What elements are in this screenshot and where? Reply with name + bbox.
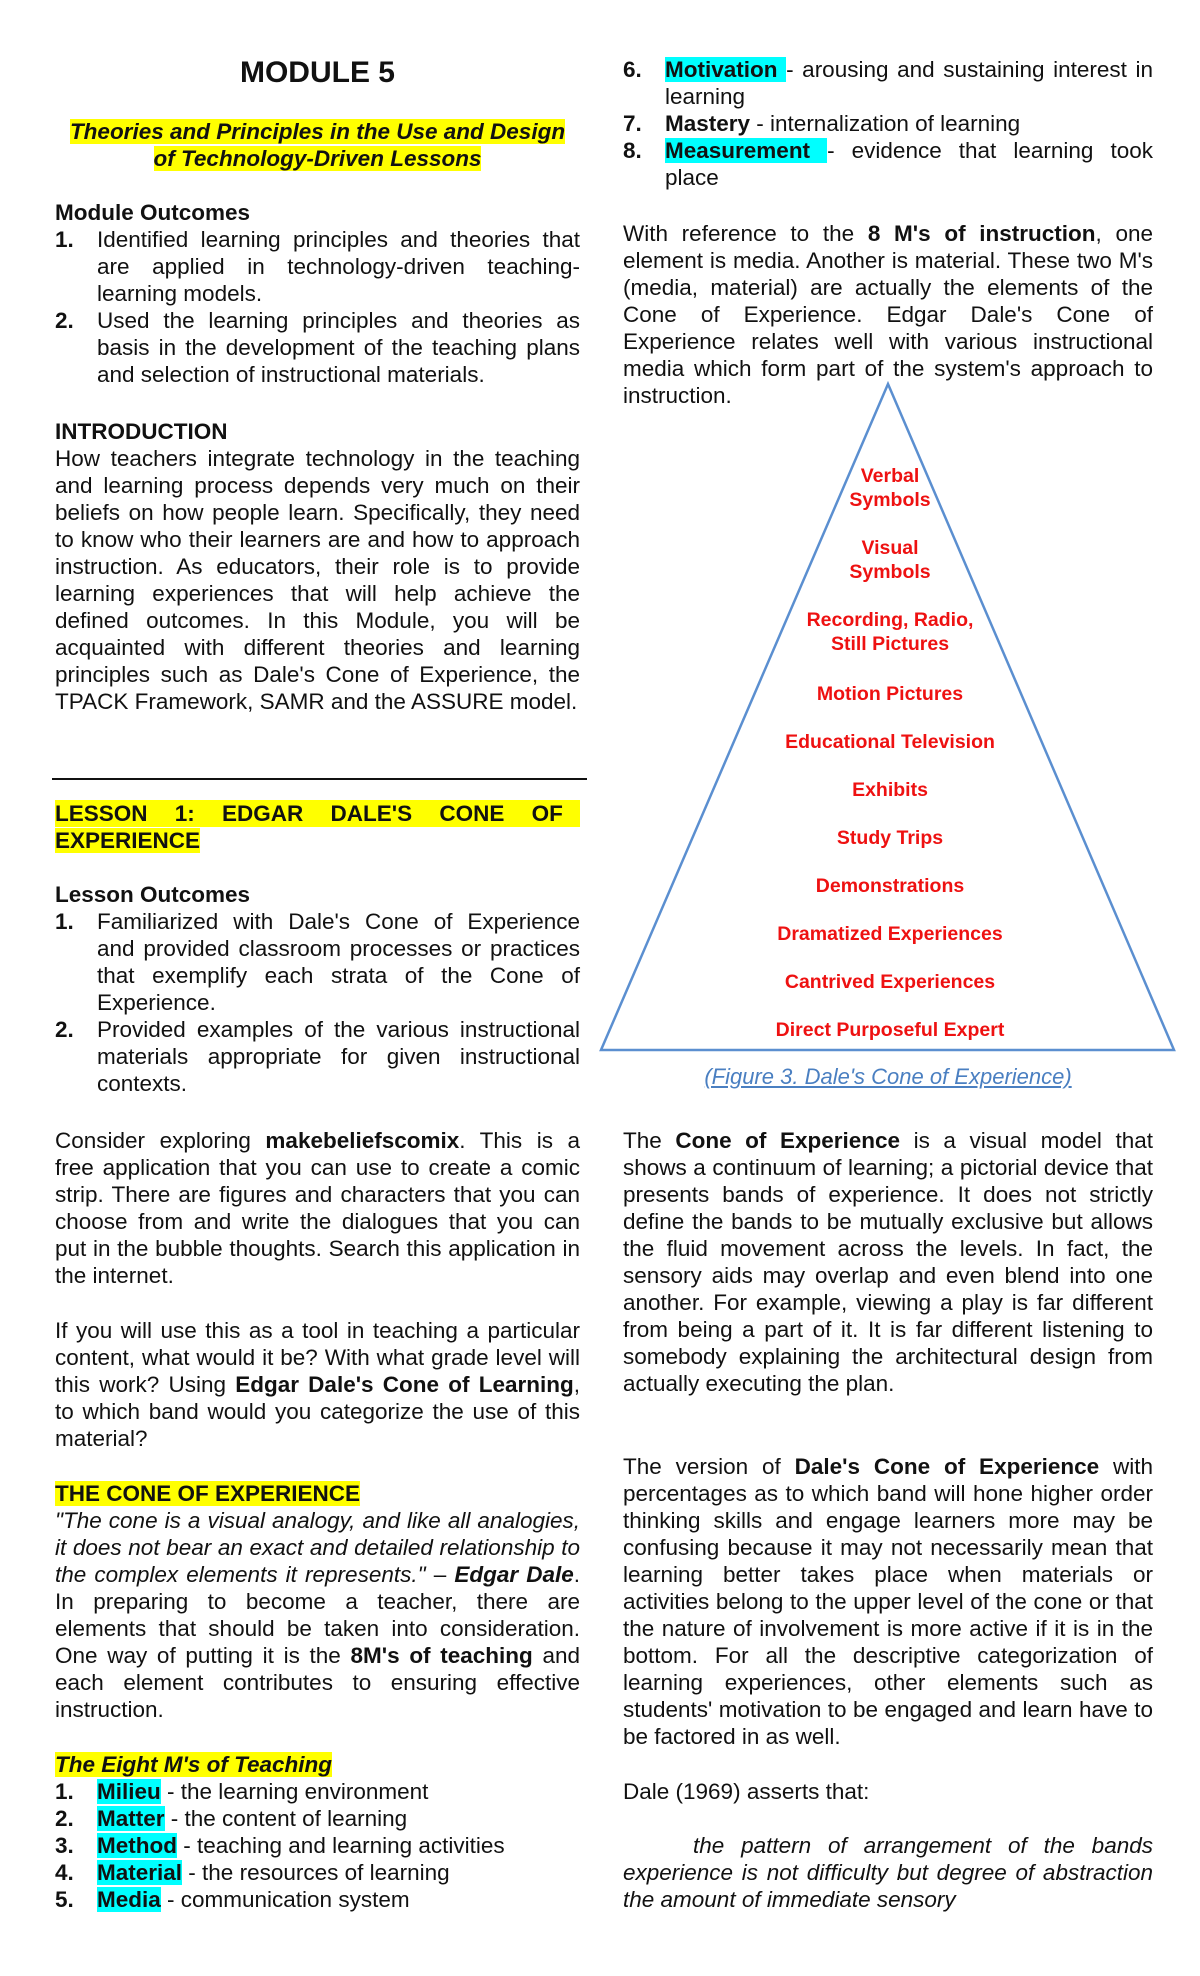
list-number: 1. (55, 227, 74, 252)
dale-asserts (623, 1778, 1153, 1805)
m-desc: - evidence that learning took place (665, 138, 1153, 190)
lesson1-heading-line2-wrap (55, 827, 580, 854)
text-run: . In preparing to become a teacher, there are elements that should be taken into consideration. One way of putting it is the (55, 1562, 580, 1668)
figure-caption: (Figure 3. Dale's Cone of Experience) (704, 1064, 1072, 1089)
m-term: Material (97, 1860, 183, 1885)
m-term: Method (97, 1833, 177, 1858)
text-run: Consider exploring (55, 1128, 266, 1153)
cone-model-text (623, 1127, 1153, 1397)
cone-label: Cantrived Experiences (784, 971, 996, 993)
list-number: 5. (55, 1887, 74, 1912)
dale-asserts-text: Dale (1969) asserts that: (623, 1779, 870, 1804)
list-text: Used the learning principles and theories as basis in the development of the teaching plans and selection of instructional materials. (97, 308, 580, 387)
list-item (623, 137, 1153, 191)
list-item (55, 908, 580, 1016)
text-run: With reference to the (623, 221, 868, 246)
eight-ms-heading-wrap (55, 1751, 580, 1778)
bold-term: Cone of Experience (675, 1128, 901, 1153)
list-number: 2. (55, 1806, 74, 1831)
bold-term: 8 M's of instruction (867, 221, 1096, 246)
list-item (55, 1886, 580, 1913)
list-item (623, 56, 1153, 110)
m-desc: - teaching and learning activities (176, 1833, 505, 1858)
cone-label: Verbal Symbols (849, 465, 931, 511)
m-desc: - the learning environment (160, 1779, 429, 1804)
m-term: Measurement (665, 138, 828, 163)
module-outcomes-section (55, 199, 580, 388)
list-number: 1. (55, 909, 74, 934)
version-paragraph (623, 1453, 1153, 1750)
cone-label: Demonstrations (815, 875, 965, 897)
eight-ms-continued (623, 56, 1153, 191)
text-run: The (623, 1128, 676, 1153)
eight-ms-heading: The Eight M's of Teaching (55, 1752, 333, 1777)
eight-ms-section (55, 1751, 580, 1913)
m-term: Media (97, 1887, 161, 1912)
text-run: with percentages as to which band will hone higher order thinking skills and engage learners more may be confusing because it may not necessarily mean that learning better takes place when materials or activities belong to the upper level of the cone or that the nature of involvement is more active if it is in the bottom. For all the descriptive categorization of learning experiences, other elements such as students' motivation to be engaged and learn have to be factored in as well. (623, 1454, 1154, 1749)
m-term: Mastery (665, 111, 751, 136)
module-title: MODULE 5 (239, 56, 395, 89)
list-number: 2. (55, 1017, 74, 1042)
lesson1-heading-line1 (55, 800, 580, 827)
text-run: and each element contributes to ensuring effective instruction. (55, 1643, 580, 1722)
lesson1-heading-line2: EXPERIENCE (55, 828, 201, 853)
cone-heading: THE CONE OF EXPERIENCE (55, 1481, 361, 1506)
list-item (55, 226, 580, 307)
cone-label: Motion Pictures (816, 683, 964, 705)
cone-label: Exhibits (852, 779, 928, 801)
m-desc: - internalization of learning (750, 111, 1021, 136)
cone-label: Dramatized Experiences (777, 923, 1003, 945)
consider-paragraph (55, 1127, 580, 1289)
app-name: makebeliefscomix (265, 1128, 460, 1153)
cone-label: Study Trips (836, 827, 944, 849)
text-run: , to which band would you categorize the use of this material? (55, 1372, 580, 1451)
quote-author: Edgar Dale (454, 1562, 574, 1587)
subtitle-line-2: of Technology-Driven Lessons (153, 146, 482, 171)
introduction-text: How teachers integrate technology in the teaching and learning process depends very much on their beliefs on how people learn. Specifically, they need to know who their learners are and how to approach instruction. As educators, their role is to provide learning experiences that will help achieve the defined outcomes. In this Module, you will be acquainted with different theories and learning principles such as Dale's Cone of Experience, the TPACK Framework, SAMR and the ASSURE model. (55, 446, 580, 714)
list-number: 3. (55, 1833, 74, 1858)
lesson-outcomes-list (55, 908, 580, 1097)
list-item (55, 1778, 580, 1805)
lesson1-heading (55, 800, 580, 854)
text-run: . This is a free application that you can use to create a comic strip. There are figures and characters that you can choose from and write the dialogues that you can put in the bubble thoughts. Search this application in the internet. (55, 1128, 580, 1288)
text-run: The version of (623, 1454, 795, 1479)
list-text: Familiarized with Dale's Cone of Experience and provided classroom processes or practices that exemplify each strata of the Cone of Experience. (97, 909, 580, 1015)
list-item (55, 1016, 580, 1097)
cone-label: Educational Television (785, 731, 995, 753)
m-desc: - arousing and sustaining interest in learning (665, 57, 1153, 109)
cone-quote-paragraph (55, 1507, 580, 1723)
list-item (55, 307, 580, 388)
text-run: – (425, 1562, 455, 1587)
list-number: 7. (623, 111, 642, 136)
m-term: Milieu (97, 1779, 161, 1804)
list-number: 4. (55, 1860, 74, 1885)
bold-term: 8M's of teaching (350, 1643, 533, 1668)
list-number: 6. (623, 57, 642, 82)
m-term: Motivation (665, 57, 787, 82)
introduction-heading: INTRODUCTION (55, 419, 228, 444)
eight-ms-list-part2 (623, 56, 1153, 191)
cone-of-experience-section (55, 1480, 580, 1723)
list-text: Identified learning principles and theories that are applied in technology-driven teaching-learning models. (97, 227, 580, 306)
list-item (55, 1832, 580, 1859)
module-outcomes-list (55, 226, 580, 388)
lesson1-heading-line1-text: LESSON 1: EDGAR DALE'S CONE OF (55, 801, 563, 826)
text-run: , one element is media. Another is material. These two M's (media, material) are actually the elements of the Cone of Experience. Edgar Dale's Cone of Experience relates well with various instructional media which form part of the system's approach to instruction. (623, 221, 1153, 408)
introduction-section (55, 418, 580, 715)
question-text (55, 1317, 580, 1452)
version-text (623, 1453, 1153, 1750)
section-divider (52, 778, 587, 780)
list-text: Provided examples of the various instructional materials appropriate for given instructional contexts. (97, 1017, 580, 1096)
module-subtitle (55, 118, 580, 172)
list-number: 2. (55, 308, 74, 333)
question-paragraph (55, 1317, 580, 1452)
list-item (623, 110, 1153, 137)
eight-ms-list-part1 (55, 1778, 580, 1913)
m-desc: - the content of learning (164, 1806, 408, 1831)
list-item (55, 1859, 580, 1886)
cone-label: Recording, Radio, Still Pictures (806, 609, 974, 655)
cone-quote: "The cone is a visual analogy, and like all analogies, it does not bear an exact and detailed relationship to the complex elements it represents." (55, 1508, 580, 1587)
subtitle-line-1: Theories and Principles in the Use and Design (69, 119, 566, 144)
cone-label: Visual Symbols (849, 537, 931, 583)
text-run: is a visual model that shows a continuum of learning; a pictorial device that presents bands of experience. It does not strictly define the bands to be mutually exclusive but allows the fluid movement across the levels. In fact, the sensory aids may overlap and even blend into one another. For example, viewing a play is far different from being a part of it. It is far different listening to somebody explaining the architectural design from actually executing the plan. (623, 1128, 1153, 1396)
list-number: 8. (623, 138, 642, 163)
list-item (55, 1805, 580, 1832)
lesson-outcomes-heading: Lesson Outcomes (55, 882, 251, 907)
m-term: Matter (97, 1806, 165, 1831)
bold-term: Edgar Dale's Cone of Learning (235, 1372, 574, 1397)
dale-quote-text: the pattern of arrangement of the bands experience is not difficulty but degree of abstraction the amount of immediate sensory (623, 1833, 1153, 1912)
dale-quote (623, 1832, 1153, 1913)
cone-model-paragraph (623, 1127, 1153, 1397)
text-run: If you will use this as a tool in teaching a particular content, what would it be? With what grade level will this work? Using (55, 1318, 580, 1397)
lesson-outcomes-section (55, 881, 580, 1097)
consider-text (55, 1127, 580, 1289)
list-number: 1. (55, 1779, 74, 1804)
m-desc: - the resources of learning (182, 1860, 450, 1885)
cone-heading-wrap (55, 1480, 580, 1507)
m-desc: - communication system (160, 1887, 410, 1912)
bold-term: Dale's Cone of Experience (794, 1454, 1100, 1479)
module-outcomes-heading: Module Outcomes (55, 200, 251, 225)
cone-label: Direct Purposeful Expert (775, 1019, 1005, 1041)
lesson1-heading-line1-wrap (55, 800, 580, 827)
